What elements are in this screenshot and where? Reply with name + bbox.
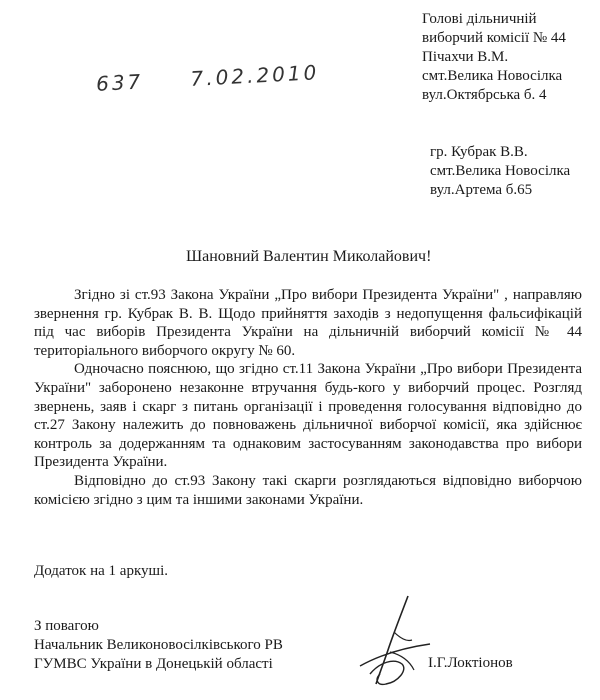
closing-line: Начальник Великоновосілківського РВ <box>34 637 283 653</box>
handwritten-registration-mark <box>96 60 320 96</box>
sender-address-block <box>430 143 570 200</box>
closing-line: З повагою <box>34 618 99 634</box>
recipient-line: вул.Октябрська б. 4 <box>422 87 547 103</box>
recipient-line: виборчий комісії № 44 <box>422 30 566 46</box>
closing-block <box>34 617 283 674</box>
attachment-note: Додаток на 1 аркуші. <box>34 563 168 579</box>
closing-line: ГУМВС України в Донецькій області <box>34 656 273 672</box>
recipient-address-block <box>422 10 566 105</box>
sender-line: вул.Артема б.65 <box>430 182 533 198</box>
recipient-line: смт.Велика Новосілка <box>422 68 563 84</box>
sender-line: смт.Велика Новосілка <box>430 163 571 179</box>
letter-body <box>34 286 582 509</box>
body-paragraph: Згідно зі ст.93 Закона України „Про вибори Президента України" , направляю звернення гр. Кубрак В. В. Щодо прийняття заходів з недопущення фальсифікацій під час виборів Президента України на дільничній виборчий комісії № 44 територіального виборчого округу № 60. <box>34 287 582 359</box>
signer-name: І.Г.Локтіонов <box>428 655 513 671</box>
recipient-line: Пічахчи В.М. <box>422 49 509 65</box>
handwritten-signature <box>350 592 440 692</box>
body-paragraph: Відповідно до ст.93 Закону такі скарги розглядаються відповідно виборчою комісією згідно з цим та іншими законами України. <box>34 472 582 508</box>
recipient-line: Голові дільничній <box>422 11 537 27</box>
registration-date: 7.02.2010 <box>189 60 320 91</box>
sender-line: гр. Кубрак В.В. <box>430 144 528 160</box>
body-paragraph: Одночасно пояснюю, що згідно ст.11 Закона України „Про вибори Президента України" заборонено незаконне втручання будь-кого у виборчий процес. Розгляд звернень, заяв і скарг з питань організації і проведення голосування відповідно до ст.27 Закону належить до повноважень дільничної виборчої комісії, яка здійснює контроль за додержанням та однаковим застосуванням законодавства про вибори Президента України. <box>34 361 582 471</box>
salutation: Шановний Валентин Миколайович! <box>186 248 432 265</box>
registration-number: 637 <box>95 69 144 96</box>
